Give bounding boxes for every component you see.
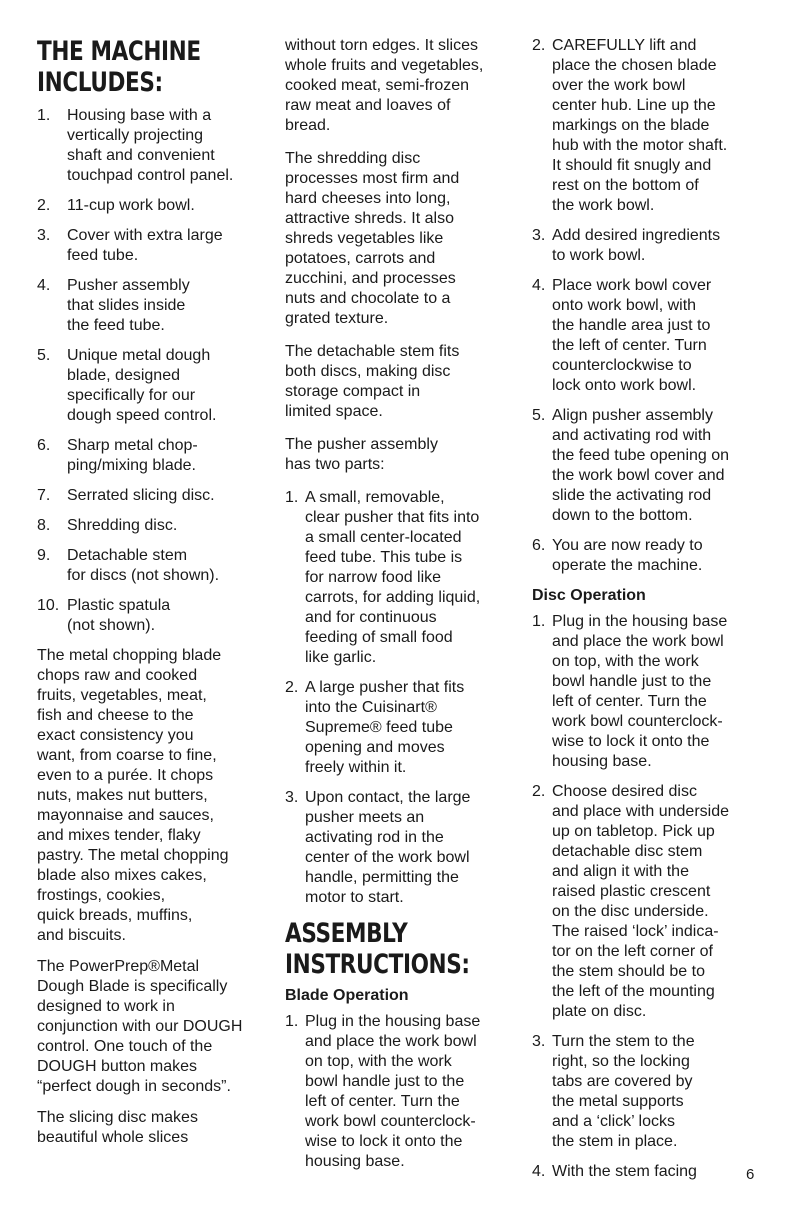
list-item bbox=[285, 678, 511, 778]
list-item-text: Shredding disc. bbox=[67, 517, 178, 534]
list-item-text: With the stem facing bbox=[552, 1163, 697, 1180]
list-item bbox=[37, 196, 265, 216]
list-item bbox=[37, 346, 265, 426]
list-item-text: Add desired ingredients to work bowl. bbox=[552, 227, 721, 264]
list-item bbox=[285, 488, 511, 668]
list-item-text: Plug in the housing base and place the work bowl on top, with the work bowl handle just to the left of center. Turn the work bowl counterclock- wise to lock it onto the housing base. bbox=[552, 613, 728, 770]
list-item bbox=[37, 596, 265, 636]
list-item-number: 2. bbox=[285, 679, 299, 696]
list-item-text: CAREFULLY lift and place the chosen blade over the work bowl center hub. Line up the markings on the blade hub with the motor shaft. It should fit snugly and rest on the bottom of the work bowl. bbox=[552, 37, 728, 214]
list-item bbox=[532, 536, 758, 576]
list-item-number: 2. bbox=[532, 783, 546, 800]
column-1 bbox=[37, 36, 265, 1159]
list-item-number: 6. bbox=[37, 437, 51, 454]
list-item bbox=[37, 436, 265, 476]
page-number: 6 bbox=[746, 1166, 755, 1183]
slicing-disc-paragraph: The slicing disc makes beautiful whole slices bbox=[37, 1109, 198, 1146]
list-item-number: 3. bbox=[37, 227, 51, 244]
list-item-number: 5. bbox=[37, 347, 51, 364]
list-item bbox=[532, 406, 758, 526]
list-item-number: 8. bbox=[37, 517, 51, 534]
assembly-instructions-heading: ASSEMBLY INSTRUCTIONS: bbox=[285, 918, 470, 980]
list-item bbox=[532, 1032, 758, 1152]
list-item bbox=[37, 516, 265, 536]
list-item-number: 1. bbox=[532, 613, 546, 630]
list-item-text: Pusher assembly that slides inside the feed tube. bbox=[67, 277, 190, 334]
list-item-text: Upon contact, the large pusher meets an activating rod in the center of the work bowl handle, permitting the motor to start. bbox=[305, 789, 471, 906]
disc-operation-subheading: Disc Operation bbox=[532, 587, 646, 604]
pusher-assembly-paragraph: The pusher assembly has two parts: bbox=[285, 436, 438, 473]
detachable-stem-paragraph: The detachable stem fits both discs, making disc storage compact in limited space. bbox=[285, 343, 460, 420]
list-item-text: Plug in the housing base and place the work bowl on top, with the work bowl handle just to the left of center. Turn the work bowl counterclock- wise to lock it onto the housing base. bbox=[305, 1013, 481, 1170]
list-item-number: 4. bbox=[37, 277, 51, 294]
dough-blade-paragraph: The PowerPrep®Metal Dough Blade is specifically designed to work in conjunction with our DOUGH control. One touch of the DOUGH button makes “perfect dough in seconds”. bbox=[37, 958, 243, 1095]
list-item-number: 2. bbox=[37, 197, 51, 214]
list-item-number: 5. bbox=[532, 407, 546, 424]
list-item-text: Sharp metal chop- ping/mixing blade. bbox=[67, 437, 198, 474]
chopping-blade-paragraph: The metal chopping blade chops raw and cooked fruits, vegetables, meat, fish and cheese to the exact consistency you want, from coarse to fine, even to a purée. It chops nuts, makes nut butters, mayonnaise and sauces, and mixes tender, flaky pastry. The metal chopping blade also mixes cakes, frostings, cookies, quick breads, muffins, and biscuits. bbox=[37, 647, 229, 944]
list-item-number: 9. bbox=[37, 547, 51, 564]
list-item-text: Place work bowl cover onto work bowl, with the handle area just to the left of center. Turn counterclockwise to lock onto work bowl. bbox=[552, 277, 712, 394]
disc-operation-list bbox=[532, 612, 758, 1182]
list-item-text: Cover with extra large feed tube. bbox=[67, 227, 223, 264]
list-item-text: Align pusher assembly and activating rod with the feed tube opening on the work bowl cover and slide the activating rod down to the bottom. bbox=[552, 407, 730, 524]
list-item-text: Choose desired disc and place with underside up on tabletop. Pick up detachable disc stem and align it with the raised plastic crescent on the disc underside. The raised ‘lock’ indica- tor on the left corner of the stem should be to the left of the mounting plate on disc. bbox=[552, 783, 730, 1020]
list-item-text: Plastic spatula (not shown). bbox=[67, 597, 171, 634]
list-item-text: Turn the stem to the right, so the locking tabs are covered by the metal supports and a ‘click’ locks the stem in place. bbox=[552, 1033, 695, 1150]
list-item bbox=[37, 486, 265, 506]
list-item bbox=[532, 276, 758, 396]
list-item-text: 11-cup work bowl. bbox=[67, 197, 195, 214]
list-item-number: 3. bbox=[532, 1033, 546, 1050]
list-item bbox=[532, 612, 758, 772]
slicing-disc-continued-paragraph: without torn edges. It slices whole fruits and vegetables, cooked meat, semi-frozen raw meat and loaves of bread. bbox=[285, 37, 484, 134]
list-item bbox=[37, 276, 265, 336]
list-item bbox=[285, 1012, 511, 1172]
shredding-disc-paragraph: The shredding disc processes most firm and hard cheeses into long, attractive shreds. It also shreds vegetables like potatoes, carrots and zucchini, and processes nuts and chocolate to a grated texture. bbox=[285, 150, 460, 327]
list-item-number: 4. bbox=[532, 1163, 546, 1180]
list-item-number: 10. bbox=[37, 597, 60, 614]
list-item bbox=[532, 1162, 758, 1182]
list-item-number: 1. bbox=[37, 107, 51, 124]
list-item-number: 3. bbox=[532, 227, 546, 244]
list-item bbox=[37, 226, 265, 266]
list-item-text: Detachable stem for discs (not shown). bbox=[67, 547, 220, 584]
blade-operation-subheading: Blade Operation bbox=[285, 987, 409, 1004]
list-item-number: 4. bbox=[532, 277, 546, 294]
list-item-text: Housing base with a vertically projecting shaft and convenient touchpad control panel. bbox=[67, 107, 234, 184]
column-2 bbox=[285, 36, 511, 1182]
list-item-number: 1. bbox=[285, 1013, 299, 1030]
list-item-text: Serrated slicing disc. bbox=[67, 487, 215, 504]
blade-operation-list-continued bbox=[532, 36, 758, 576]
pusher-parts-list bbox=[285, 488, 511, 908]
machine-parts-list bbox=[37, 106, 265, 636]
list-item-text: Unique metal dough blade, designed specifically for our dough speed control. bbox=[67, 347, 217, 424]
list-item-text: A large pusher that fits into the Cuisinart® Supreme® feed tube opening and moves freely within it. bbox=[305, 679, 465, 776]
list-item-text: You are now ready to operate the machine. bbox=[552, 537, 703, 574]
blade-operation-list bbox=[285, 1012, 511, 1172]
list-item-number: 2. bbox=[532, 37, 546, 54]
list-item bbox=[532, 226, 758, 266]
list-item-text: A small, removable, clear pusher that fits into a small center-located feed tube. This tube is for narrow food like carrots, for adding liquid, and for continuous feeding of small food like garlic. bbox=[305, 489, 481, 666]
list-item bbox=[37, 106, 265, 186]
column-3 bbox=[532, 36, 758, 1192]
list-item-number: 6. bbox=[532, 537, 546, 554]
list-item-number: 3. bbox=[285, 789, 299, 806]
machine-includes-heading: THE MACHINE INCLUDES: bbox=[37, 36, 201, 98]
list-item bbox=[285, 788, 511, 908]
list-item-number: 7. bbox=[37, 487, 51, 504]
list-item bbox=[532, 36, 758, 216]
list-item bbox=[37, 546, 265, 586]
list-item bbox=[532, 782, 758, 1022]
list-item-number: 1. bbox=[285, 489, 299, 506]
